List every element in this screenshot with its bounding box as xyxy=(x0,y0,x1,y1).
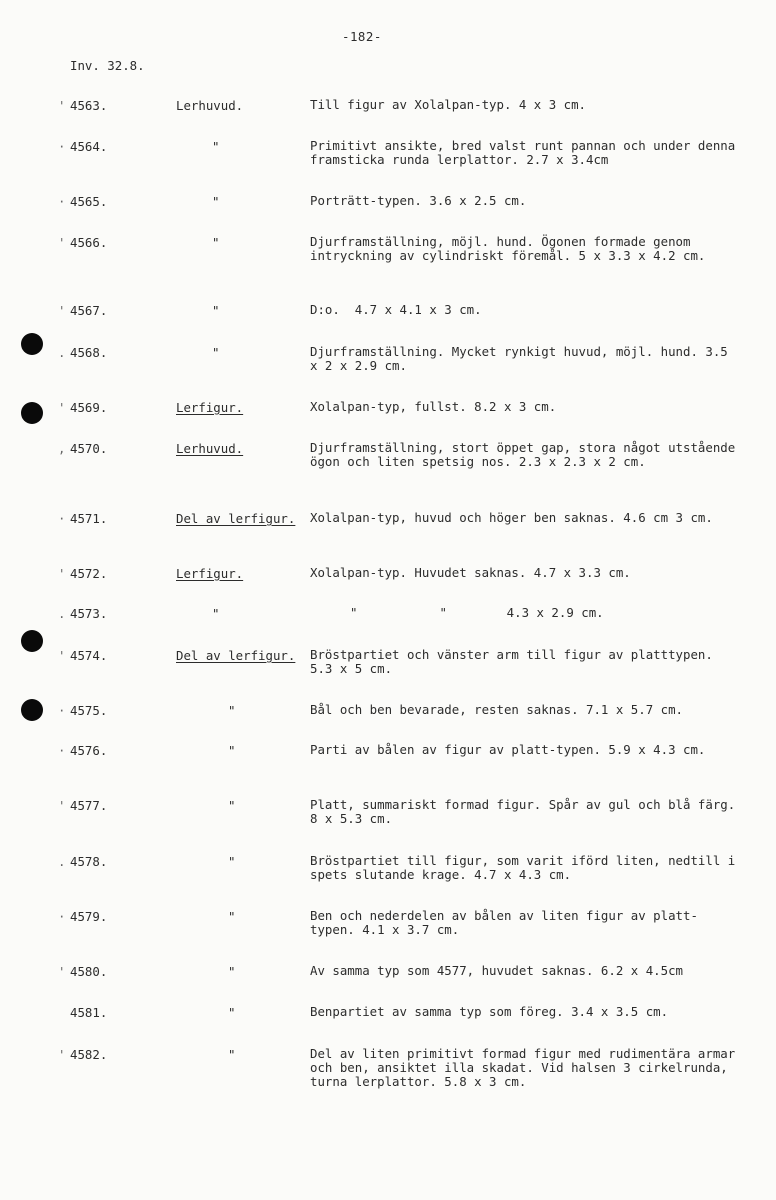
entry-description: Bål och ben bevarade, resten saknas. 7.1 x 5.7 cm. xyxy=(310,702,683,717)
entry-mark: ' xyxy=(58,648,66,663)
entry-number: 4573. xyxy=(70,606,108,621)
entry-category: " xyxy=(228,1005,236,1020)
entry-category: " xyxy=(228,798,236,813)
entry-number: 4579. xyxy=(70,909,108,924)
entry-category: " xyxy=(212,345,220,360)
entry-number: 4564. xyxy=(70,139,108,154)
entry-category: Lerfigur. xyxy=(176,566,244,581)
entry-description: Xolalpan-typ, huvud och höger ben saknas. 4.6 cm 3 cm. xyxy=(310,510,713,525)
entry-category: " xyxy=(228,703,236,718)
entry-mark: ' xyxy=(58,1047,66,1062)
entry-mark: · xyxy=(58,909,66,924)
entry-number: 4577. xyxy=(70,798,108,813)
entry-description: Del av liten primitivt formad figur med rudimentära armar och ben, ansiktet illa skadat. Vid halsen 3 cirkelrunda, turna lerplattor. 5.8 x 3 cm. xyxy=(310,1046,743,1089)
entry-description: Bröstpartiet till figur, som varit iförd liten, nedtill i spets slutande krage. 4.7 x 4.3 cm. xyxy=(310,853,743,882)
entry-number: 4563. xyxy=(70,98,108,113)
entry-number: 4565. xyxy=(70,194,108,209)
entry-category: " xyxy=(212,139,220,154)
entry-mark: · xyxy=(58,743,66,758)
entry-description: Av samma typ som 4577, huvudet saknas. 6.2 x 4.5cm xyxy=(310,963,683,978)
entry-description: " " 4.3 x 2.9 cm. xyxy=(350,605,604,620)
entry-description: Till figur av Xolalpan-typ. 4 x 3 cm. xyxy=(310,97,587,112)
entry-mark: . xyxy=(58,345,66,360)
entry-number: 4574. xyxy=(70,648,108,663)
entry-category: " xyxy=(212,303,220,318)
entry-category: " xyxy=(228,854,236,869)
entry-category: Del av lerfigur. xyxy=(176,511,296,526)
entry-category: " xyxy=(228,909,236,924)
entry-description: Xolalpan-typ. Huvudet saknas. 4.7 x 3.3 cm. xyxy=(310,565,631,580)
inventory-reference: Inv. 32.8. xyxy=(70,58,145,73)
entry-mark: · xyxy=(58,139,66,154)
entry-number: 4570. xyxy=(70,441,108,456)
entry-mark: ' xyxy=(58,98,66,113)
entry-number: 4566. xyxy=(70,235,108,250)
entry-number: 4572. xyxy=(70,566,108,581)
entry-number: 4582. xyxy=(70,1047,108,1062)
entry-number: 4581. xyxy=(70,1005,108,1020)
entry-mark: ' xyxy=(58,303,66,318)
punch-hole xyxy=(21,333,43,355)
entry-mark: . xyxy=(58,854,66,869)
entry-number: 4576. xyxy=(70,743,108,758)
entry-category: Lerfigur. xyxy=(176,400,244,415)
entry-description: Parti av bålen av figur av platt-typen. 5.9 x 4.3 cm. xyxy=(310,742,706,757)
entry-category: " xyxy=(228,743,236,758)
entry-description: Porträtt-typen. 3.6 x 2.5 cm. xyxy=(310,193,527,208)
entry-mark: ' xyxy=(58,235,66,250)
entry-mark: ' xyxy=(58,566,66,581)
punch-hole xyxy=(21,630,43,652)
entry-number: 4567. xyxy=(70,303,108,318)
entry-description: Benpartiet av samma typ som föreg. 3.4 x 3.5 cm. xyxy=(310,1004,669,1019)
entry-category: Lerhuvud. xyxy=(176,98,244,113)
entry-description: Djurframställning. Mycket rynkigt huvud, möjl. hund. 3.5 x 2 x 2.9 cm. xyxy=(310,344,736,373)
entry-category: " xyxy=(212,194,220,209)
punch-hole xyxy=(21,402,43,424)
entry-description: Primitivt ansikte, bred valst runt pannan och under denna framsticka runda lerplattor. 2.7 x 3.4cm xyxy=(310,138,743,167)
entry-mark: . xyxy=(58,606,66,621)
entry-category: " xyxy=(228,964,236,979)
entry-description: Djurframställning, stort öppet gap, stora något utstående ögon och liten spetsig nos. 2.3 x 2.3 x 2 cm. xyxy=(310,440,743,469)
entry-mark: · xyxy=(58,511,66,526)
entry-number: 4571. xyxy=(70,511,108,526)
entry-category: " xyxy=(212,606,220,621)
entry-description: Platt, summariskt formad figur. Spår av gul och blå färg. 8 x 5.3 cm. xyxy=(310,797,743,826)
entry-mark: ' xyxy=(58,964,66,979)
entry-description: Djurframställning, möjl. hund. Ögonen formade genom intryckning av cylindriskt föremål. 5 x 3.3 x 4.2 cm. xyxy=(310,234,706,263)
entry-mark: , xyxy=(58,441,66,456)
entry-number: 4580. xyxy=(70,964,108,979)
entry-category: Del av lerfigur. xyxy=(176,648,296,663)
entry-mark: · xyxy=(58,703,66,718)
entry-mark: ' xyxy=(58,400,66,415)
entry-number: 4578. xyxy=(70,854,108,869)
entry-mark: ' xyxy=(58,798,66,813)
entry-description: Ben och nederdelen av bålen av liten figur av platt-typen. 4.1 x 3.7 cm. xyxy=(310,908,698,937)
entry-description: D:o. 4.7 x 4.1 x 3 cm. xyxy=(310,302,482,317)
entry-description: Xolalpan-typ, fullst. 8.2 x 3 cm. xyxy=(310,399,557,414)
entry-category: " xyxy=(212,235,220,250)
entry-category: Lerhuvud. xyxy=(176,441,244,456)
entry-description: Bröstpartiet och vänster arm till figur av platttypen. 5.3 x 5 cm. xyxy=(310,647,728,676)
page-number: -182- xyxy=(342,29,382,44)
punch-hole xyxy=(21,699,43,721)
entry-number: 4569. xyxy=(70,400,108,415)
entry-category: " xyxy=(228,1047,236,1062)
entry-number: 4568. xyxy=(70,345,108,360)
entry-mark: · xyxy=(58,194,66,209)
entry-number: 4575. xyxy=(70,703,108,718)
